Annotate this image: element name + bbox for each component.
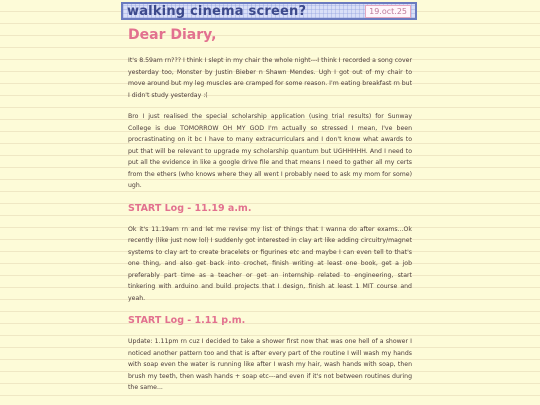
app-title: walking cinema screen? [127, 3, 307, 19]
title-bar [121, 2, 417, 20]
entry-heading: Dear Diary, [128, 27, 217, 43]
entry-paragraph-2: Bro I just realised the special scholarship application (using trial results) for Sunway College is due TOMORROW OH MY GOD I'm actually so stressed I mean, I've been procrastinating on it bc I have to many extracurriculars and I don't know what awards to put that will be relevant to upgrade my scholarship quantum but UGHHHHH. And I need to put all the evidence in like a google drive file and that means I need to gather all my certs from the ethers (who knows where they all went I probably need to ask my mom for some) ugh. [128, 113, 412, 189]
log-text-1: Ok it's 11.19am rn and let me revise my list of things that I wanna do after exams...Ok recently (like just now lol) I suddenly got interested in clay art like adding circuitry/magnet systems to clay art to create bracelets or figurines etc and maybe I can even tell to that's one thing, and also get back into crochet, finish writing at least one book, get a job preferably part time as a teacher or get an internship related to engineering, start tinkering with arduino and build projects that I design, finish at least 1 MIT course and yeah. [128, 225, 412, 302]
log-heading-1: START Log - 11.19 a.m. [128, 202, 252, 214]
log-text-2: Update: 1.11pm rn cuz I decided to take a shower first now that was one hell of a shower I noticed another pattern too and that is after every part of the routine I will wash my hands with soap even the water is running like after I wash my hair, wash hands with soap, then brush my teeth, then wash hands + soap etc---and even if it's not between routines during the same... [128, 338, 412, 391]
diary-entry [128, 26, 412, 404]
log-heading-2: START Log - 1.11 p.m. [128, 315, 246, 326]
entry-paragraph-1: It's 8.59am rn??? I think I slept in my chair the whole night---I think I recorded a song cover yesterday too, Monster by Justin Bieber n Shawn Mendes. Ugh I got out of my chair to move around but my leg muscles are cramped for some reason. I'm eating breakfast rn but I didn't study yesterday :( [128, 57, 412, 99]
date-badge: 19.oct.25 [365, 5, 411, 18]
